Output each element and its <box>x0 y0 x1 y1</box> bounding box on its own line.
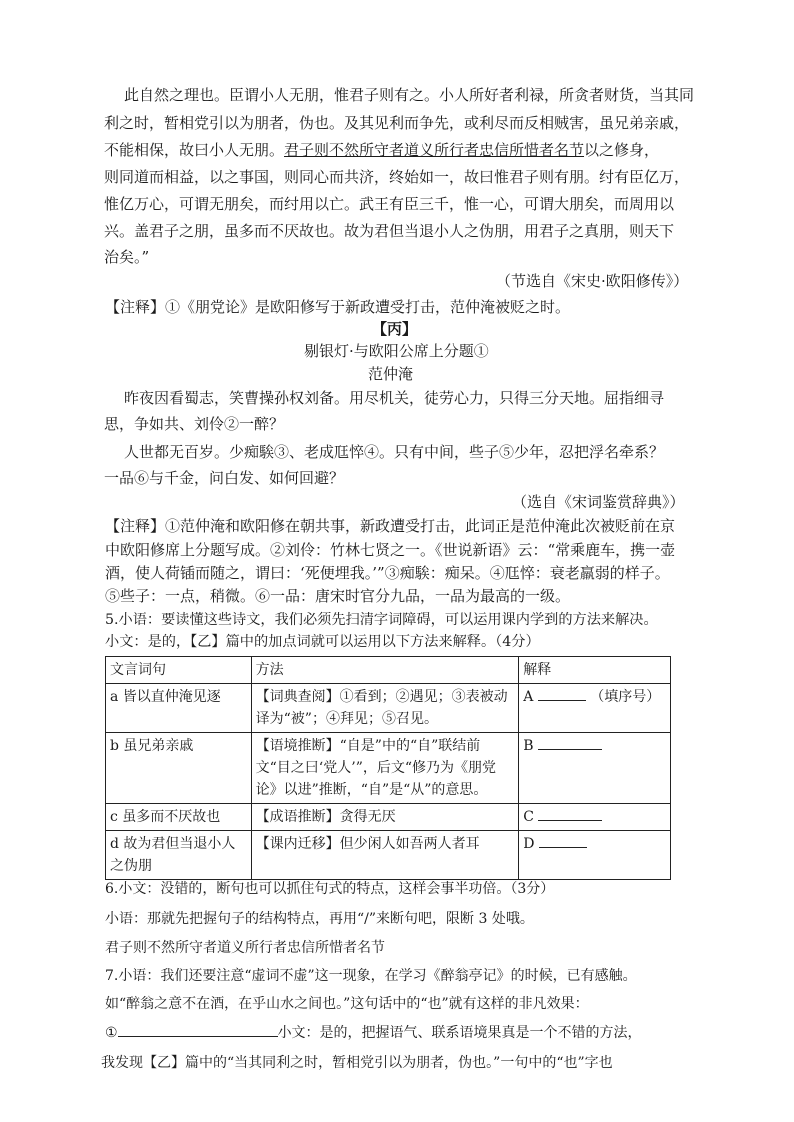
q5-method-a: 【词典查阅】①看到；②遇见；③表被动译为“被”；④拜见；⑤召见。 <box>251 684 519 733</box>
table-row <box>106 733 671 804</box>
table-row <box>106 804 671 831</box>
passage-yi-line-4: 则同道而相益，以之事国，则同心而共济，终始如一，故曰惟君子则有朋。纣有臣亿万， <box>104 168 690 186</box>
passage-bing-note-1: 【注释】①范仲淹和欧阳修在朝共事，新政遭受打击，此词正是范仲淹此次被贬前在京 <box>105 517 676 535</box>
table-row <box>106 831 671 880</box>
q5-method-c: 【成语推断】贪得无厌 <box>251 804 519 831</box>
q5-table-header-row <box>106 657 671 684</box>
passage-bing-source: （选自《宋词鉴赏辞典》） <box>512 493 685 511</box>
q5-answer-d-letter: D <box>523 836 535 852</box>
q5-answer-d-blank[interactable] <box>539 833 587 848</box>
q5-phrase-a: a 皆以直仲淹见逐 <box>106 684 252 733</box>
passage-bing-title: 剔银灯·与欧阳公席上分题① <box>304 342 489 360</box>
passage-yi-line-5: 惟亿万心，可谓无朋矣，而纣用以亡。武王有臣三千，惟一心，可谓大朋矣，而周用以 <box>104 195 675 213</box>
passage-yi-line-6: 兴。盖君子之朋，虽多而不厌故也。故为君但当退小人之伪朋，用君子之真朋，则天下 <box>104 222 675 240</box>
q6-line-1: 6.小文：没错的，断句也可以抓住句式的特点，这样会事半功倍。（3分） <box>105 881 555 897</box>
q6-sentence: 君子则不然所守者道义所行者忠信所惜者名节 <box>105 940 385 956</box>
passage-bing-line-3: 人世都无百岁。少痴騃③、老成尫悴④。只有中间，些子⑤少年，忍把浮名牵系？ <box>124 443 665 461</box>
q7-line-2: 如“醉翁之意不在酒，在乎山水之间也。”这句话中的“也”就有这样的非凡效果： <box>105 996 589 1012</box>
passage-bing-line-1: 昨夜因看蜀志，笑曹操孙权刘备。用尽机关，徒劳心力，只得三分天地。屈指细寻 <box>124 389 665 407</box>
q7-line-4: 我发现【乙】篇中的“当其同利之时，暂相党引以为朋者，伪也。”一句中的“也”字也 <box>101 1055 613 1071</box>
q5-answer-a-letter: A <box>523 689 534 705</box>
q5-answer-c-letter: C <box>523 809 534 825</box>
q5-answer-b[interactable] <box>519 733 671 804</box>
q5-intro-1: 5.小语：要读懂这些诗文，我们必须先扫清字词障碍，可以运用课内学到的方法来解决。 <box>105 612 658 628</box>
q5-method-d: 【课内迁移】但少闲人如吾两人者耳 <box>251 831 519 880</box>
q5-phrase-c: c 虽多而不厌故也 <box>106 804 252 831</box>
passage-bing-line-4: 一品⑥与千金，问白发、如何回避？ <box>104 469 345 487</box>
q5-answer-b-blank[interactable] <box>538 735 602 750</box>
q5-header-phrase: 文言词句 <box>106 657 252 684</box>
q5-phrase-d: d 故为君但当退小人之伪朋 <box>106 831 252 880</box>
q7-blank-number: ① <box>105 1025 118 1041</box>
q5-answer-a-blank[interactable] <box>538 686 586 701</box>
q5-header-answer: 解释 <box>519 657 671 684</box>
q7-line-3 <box>105 1022 642 1044</box>
passage-yi-line-3 <box>104 139 659 161</box>
q5-header-method: 方法 <box>251 657 519 684</box>
q5-method-b: 【语境推断】“自是”中的“自”联结前文“目之曰‘党人’”，后文“修乃为《朋党论》以进”推断，“自”是“从”的意思。 <box>251 733 519 804</box>
q6-line-2: 小语：那就先把握句子的结构特点，再用“/”来断句吧，限断 3 处哦。 <box>105 911 534 927</box>
passage-yi-line-1: 此自然之理也。臣谓小人无朋，惟君子则有之。小人所好者利禄，所贪者财货，当其同 <box>124 86 695 104</box>
q5-answer-d[interactable] <box>519 831 671 880</box>
passage-yi-line-7: 治矣。” <box>104 248 150 266</box>
q5-answer-c-blank[interactable] <box>538 806 602 821</box>
passage-bing-label: 【丙】 <box>372 320 418 338</box>
passage-yi-line-3-tail: 以之修身， <box>584 141 660 159</box>
q5-intro-2: 小文：是的，【乙】篇中的加点词就可以运用以下方法来解释。（4分） <box>105 634 540 650</box>
q5-phrase-b: b 虽兄弟亲戚 <box>106 733 252 804</box>
table-row <box>106 684 671 733</box>
passage-yi-note: 【注释】①《朋党论》是欧阳修写于新政遭受打击，范仲淹被贬之时。 <box>105 298 571 316</box>
q5-answer-b-letter: B <box>523 738 534 754</box>
q7-answer-blank[interactable] <box>118 1022 278 1037</box>
q5-answer-a-hint: （填序号） <box>590 689 661 705</box>
passage-bing-note-3: 酒，使人荷锸而随之，谓曰：‘死便埋我。’”③痴騃：痴呆。④尫悴：衰老羸弱的样子。 <box>105 564 670 582</box>
passage-yi-line-3-text: 不能相保，故曰小人无朋。 <box>104 141 285 159</box>
passage-yi-line-2: 利之时，暂相党引以为朋者，伪也。及其见利而争先，或利尽而反相贼害，虽兄弟亲戚， <box>104 114 690 132</box>
passage-bing-note-4: ⑤些子：一点，稍微。⑥一品：唐宋时官分九品，一品为最高的一级。 <box>105 587 571 605</box>
q5-answer-c[interactable] <box>519 804 671 831</box>
q7-line-1: 7.小语：我们还要注意“虚词不虚”这一现象，在学习《醉翁亭记》的时候，已有感触。 <box>105 968 637 984</box>
q7-line-3-text: 小文：是的，把握语气、联系语境果真是一个不错的方法， <box>277 1025 642 1041</box>
passage-bing-line-2: 思，争如共、刘伶②一醉？ <box>104 415 285 433</box>
q5-answer-a[interactable] <box>519 684 671 733</box>
q5-table <box>105 656 671 880</box>
passage-bing-note-2: 中欧阳修席上分题写成。②刘伶：竹林七贤之一。《世说新语》云：“常乘鹿车，携一壶 <box>105 541 676 559</box>
passage-yi-underlined-sentence: 君子则不然所守者道义所行者忠信所惜者名节 <box>284 141 585 159</box>
passage-yi-source: （节选自《宋史·欧阳修传》） <box>496 272 689 290</box>
passage-bing-author: 范仲淹 <box>368 365 414 383</box>
